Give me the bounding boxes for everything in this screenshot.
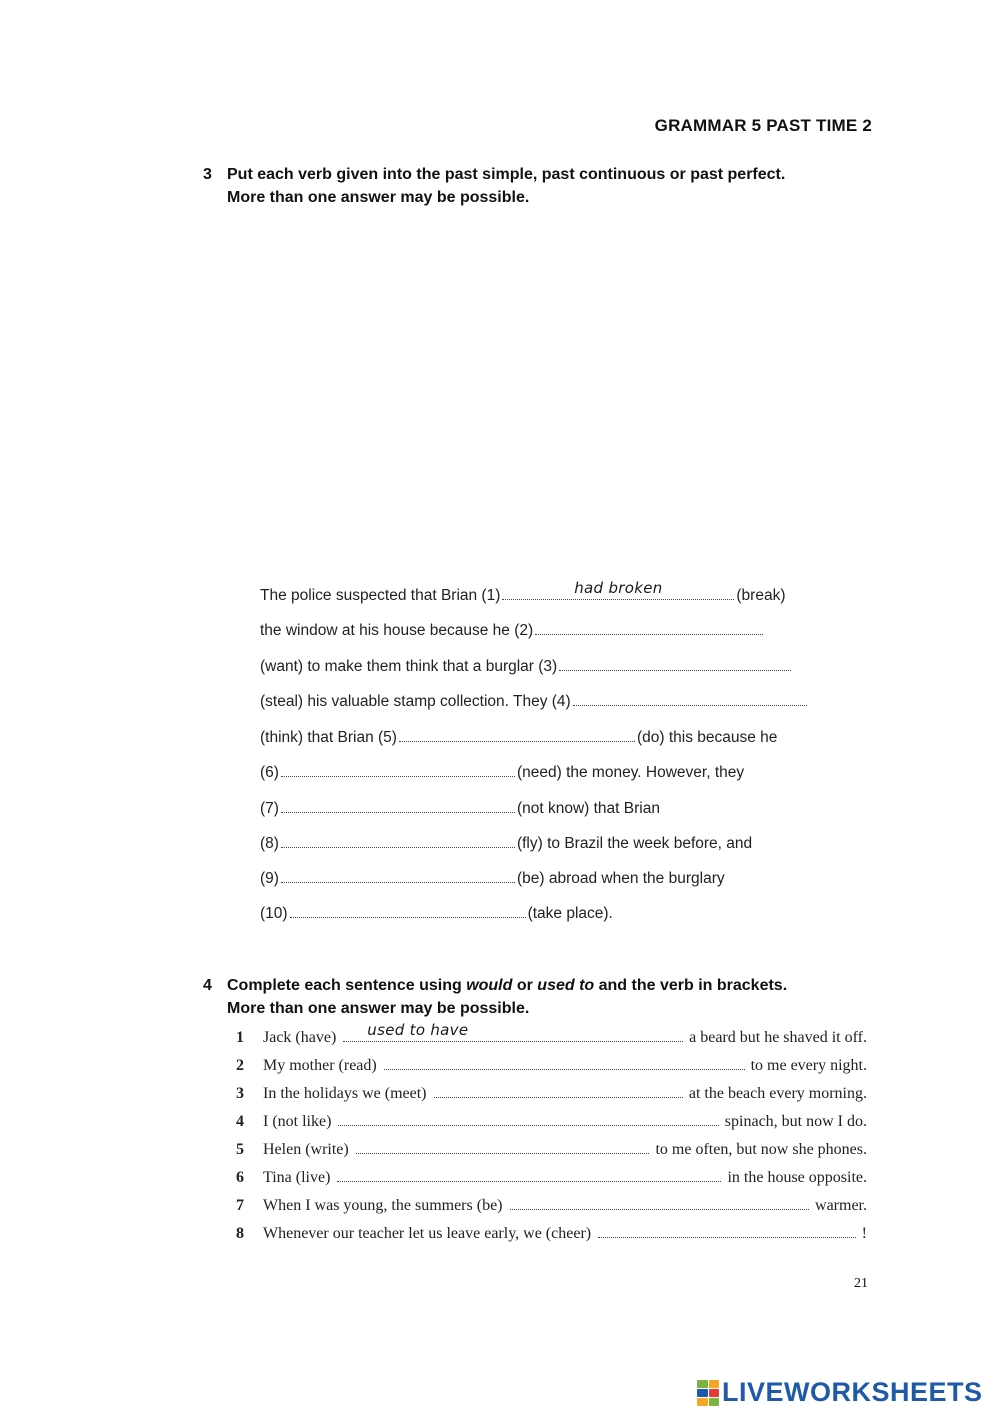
liveworksheets-icon — [697, 1380, 719, 1406]
exercise-number: 3 — [203, 166, 212, 183]
answer-blank-6[interactable] — [281, 763, 515, 777]
passage-text: (want) to make them think that a burglar (3) — [260, 658, 558, 675]
sentence-item — [232, 1224, 867, 1243]
sentence-end: ! — [861, 1225, 867, 1242]
passage-line — [260, 692, 809, 711]
sentence-start: My mother (read) — [263, 1057, 377, 1074]
passage-line — [260, 869, 725, 888]
verb-hint: (take place). — [527, 905, 613, 922]
sentence-end: warmer. — [815, 1197, 867, 1214]
sentence-start: Helen (write) — [263, 1141, 349, 1158]
answer-blank-1[interactable] — [502, 579, 734, 600]
sentence-number: 8 — [236, 1225, 244, 1242]
brand-name: LIVEWORKSHEETS — [722, 1377, 983, 1407]
passage-line — [260, 799, 660, 818]
passage-text: (6) — [260, 764, 279, 781]
instruction-text: and the verb in brackets. — [594, 977, 788, 994]
answer-blank[interactable] — [598, 1224, 856, 1238]
sentence-end: in the house opposite. — [727, 1169, 867, 1186]
sentence-number: 7 — [236, 1197, 244, 1214]
answer-blank-7[interactable] — [281, 799, 515, 813]
handwritten-answer: used to have — [367, 1021, 469, 1039]
sentence-end: at the beach every morning. — [688, 1085, 867, 1102]
exercise-instruction-note: More than one answer may be possible. — [227, 1000, 530, 1017]
sentence-start: In the holidays we (meet) — [263, 1085, 427, 1102]
answer-blank[interactable] — [337, 1168, 721, 1182]
answer-blank-10[interactable] — [290, 904, 526, 918]
sentence-start: I (not like) — [263, 1113, 332, 1130]
passage-text: (10) — [260, 905, 288, 922]
instruction-emphasis-would: would — [466, 977, 513, 994]
answer-blank[interactable] — [434, 1084, 683, 1098]
exercise-instruction — [227, 974, 787, 997]
sentence-end: to me often, but now she phones. — [655, 1141, 867, 1158]
passage-line — [260, 763, 744, 782]
verb-hint: (do) this because he — [636, 729, 778, 746]
sentence-item — [232, 1021, 867, 1047]
answer-blank[interactable] — [384, 1056, 745, 1070]
sentence-item — [232, 1196, 867, 1215]
page-number: 21 — [854, 1276, 868, 1291]
verb-hint: (not know) that Brian — [516, 800, 660, 817]
answer-blank-4[interactable] — [573, 692, 807, 706]
sentence-item — [232, 1112, 867, 1131]
verb-hint: (need) the money. However, they — [516, 764, 745, 781]
sentence-end: a beard but he shaved it off. — [689, 1029, 867, 1046]
passage-text: (7) — [260, 800, 279, 817]
sentence-item — [232, 1168, 867, 1187]
exercise-4-heading — [203, 974, 787, 1020]
sentence-end: to me every night. — [750, 1057, 867, 1074]
passage-text: The police suspected that Brian (1) — [260, 587, 501, 604]
sentence-end: spinach, but now I do. — [724, 1113, 867, 1130]
answer-blank-8[interactable] — [281, 834, 515, 848]
instruction-text: Complete each sentence using — [227, 977, 467, 994]
verb-hint: (break) — [736, 587, 786, 604]
answer-blank-9[interactable] — [281, 869, 515, 883]
answer-blank[interactable] — [343, 1021, 683, 1042]
exercise-number: 4 — [203, 977, 212, 994]
instruction-emphasis-used-to: used to — [537, 977, 595, 994]
sentence-number: 1 — [236, 1029, 244, 1046]
sentence-item — [232, 1140, 867, 1159]
handwritten-answer: had broken — [574, 579, 663, 597]
passage-text: (steal) his valuable stamp collection. They (4) — [260, 693, 571, 710]
exercise-instruction-note: More than one answer may be possible. — [227, 189, 530, 206]
sentence-item — [232, 1056, 867, 1075]
passage-line — [260, 834, 752, 853]
answer-blank[interactable] — [510, 1196, 810, 1210]
instruction-text: or — [512, 977, 538, 994]
page-title: GRAMMAR 5 PAST TIME 2 — [654, 116, 872, 135]
passage-text: the window at his house because he (2) — [260, 622, 534, 639]
exercise-instruction: Put each verb given into the past simple, past continuous or past perfect. — [227, 166, 786, 183]
sentence-number: 6 — [236, 1169, 244, 1186]
sentence-start: Jack (have) — [263, 1029, 337, 1046]
answer-blank-2[interactable] — [535, 621, 763, 635]
passage-line — [260, 621, 765, 640]
sentence-start: When I was young, the summers (be) — [263, 1197, 503, 1214]
sentence-start: Tina (live) — [263, 1169, 331, 1186]
liveworksheets-logo[interactable] — [697, 1377, 983, 1408]
sentence-item — [232, 1084, 867, 1103]
sentence-number: 2 — [236, 1057, 244, 1074]
passage-text: (9) — [260, 870, 279, 887]
passage-line — [260, 579, 786, 605]
passage-text: (think) that Brian (5) — [260, 729, 397, 746]
passage-text: (8) — [260, 835, 279, 852]
exercise-3-heading — [203, 163, 785, 209]
passage-line — [260, 728, 777, 747]
passage-line — [260, 657, 793, 676]
passage-line — [260, 904, 613, 923]
answer-blank[interactable] — [356, 1140, 650, 1154]
sentence-start: Whenever our teacher let us leave early, we (cheer) — [263, 1225, 592, 1242]
verb-hint: (be) abroad when the burglary — [516, 870, 725, 887]
answer-blank[interactable] — [338, 1112, 718, 1126]
sentence-number: 5 — [236, 1141, 244, 1158]
answer-blank-3[interactable] — [559, 657, 791, 671]
verb-hint: (fly) to Brazil the week before, and — [516, 835, 753, 852]
sentence-number: 3 — [236, 1085, 244, 1102]
sentence-number: 4 — [236, 1113, 244, 1130]
answer-blank-5[interactable] — [399, 728, 635, 742]
